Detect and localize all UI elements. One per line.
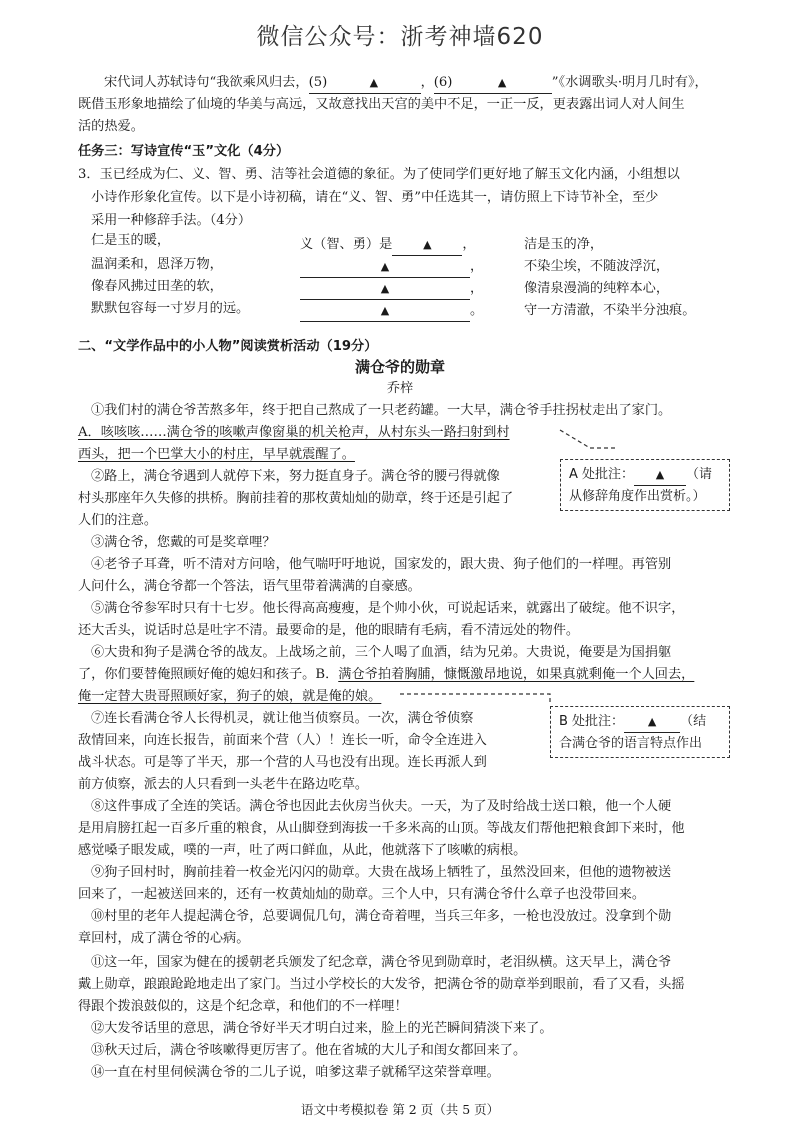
paragraph-14: ⑭一直在村里伺候满仓爷的二儿子说，咱爹这辈子就稀罕这荣誉章哩。 — [91, 1065, 500, 1080]
poem-right-line-4: 守一方清澈，不染半分浊痕。 — [524, 303, 696, 318]
poem-answer-blank-3[interactable] — [300, 278, 470, 300]
answer-triangle: ▲ — [380, 282, 390, 295]
blank-5-label: (5) — [308, 75, 328, 90]
paragraph-8-line-2: 是用肩膀扛起一百多斤重的粮食，从山脚登到海拔一千多米高的山顶。等战友们帮他把粮食卸下来时，他 — [78, 821, 685, 836]
note-a-line-1 — [569, 464, 721, 486]
answer-blank-5[interactable] — [309, 72, 421, 94]
intro-line-1: 宋代词人苏轼诗句“我欲乘风归去， (5) ▲ ， (6) ▲ ”《水调歌头·明月几时有》， — [104, 72, 708, 94]
poem-punct: ， — [470, 281, 484, 296]
poem-answer-blank-4[interactable] — [300, 300, 470, 322]
blank-6-label: (6) — [433, 75, 453, 90]
paragraph-7-line-3: 战斗状态。可是等了半天，那一个营的人马也没有出现。连长再派人到 — [78, 755, 487, 770]
paragraph-7-line-4: 前方侦察，派去的人只看到一头老牛在路边吃草。 — [78, 777, 369, 792]
intro-text-b: ”《水调歌头·明月几时有》， — [551, 75, 708, 90]
note-b-suffix: （结 — [680, 714, 707, 729]
answer-triangle: ▲ — [380, 260, 390, 273]
intro-text-a: 宋代词人苏轼诗句“我欲乘风归去， — [104, 75, 309, 90]
task3-question-line-2: 小诗作形象化宣传。以下是小诗初稿，请在“义、智、勇”中任选其一，请仿照上下诗节补全，至少 — [91, 190, 659, 205]
task3-heading: 任务三：写诗宣传“玉”文化（4分） — [78, 144, 290, 159]
paragraph-7-line-2: 敌情回来，向连长报告，前面来个营（人）！连长一听，命令全连进入 — [78, 733, 487, 748]
note-b-line-2: 合满仓爷的语言特点作出 — [559, 736, 703, 751]
poem-punct: 。 — [470, 303, 484, 318]
note-a-box[interactable] — [560, 459, 730, 511]
poem-right-line-3: 像清泉漫淌的纯粹本心， — [524, 281, 670, 296]
paragraph-8-line-3: 感觉嗓子眼发咸，噗的一声，吐了两口鲜血，从此，他就落下了咳嗽的病根。 — [78, 843, 527, 858]
poem-punct: ， — [470, 259, 484, 274]
poem-left-line-3: 像春风拂过田垄的软， — [91, 279, 223, 294]
task3-question-line-1: 3．玉已经成为仁、义、智、勇、洁等社会道德的象征。为了使同学们更好地了解玉文化内涵，小组想以 — [78, 167, 680, 182]
poem-right-line-1: 洁是玉的净， — [524, 237, 604, 252]
task3-question-line-3: 采用一种修辞手法。（4分） — [91, 213, 252, 228]
answer-triangle: ▲ — [369, 76, 379, 89]
paragraph-2-line-3: 人们的注意。 — [78, 513, 158, 528]
note-a-suffix: （请 — [686, 467, 713, 482]
paragraph-5-line-2: 还大舌头，说话时总是吐字不清。最要命的是，他的眼睛有毛病，看不清远处的物件。 — [78, 623, 580, 638]
note-b-connector — [400, 680, 560, 710]
paragraph-11-line-2: 戴上勋章，踉踉跄跄地走出了家门。当过小学校长的大发爷，把满仓爷的勋章举到眼前，看了又看，头摇 — [78, 977, 685, 992]
paragraph-4-line-2: 人问什么，满仓爷都一个答法，语气里带着满满的自豪感。 — [78, 579, 421, 594]
note-a-prefix: A 处批注： — [569, 467, 635, 482]
paragraph-5-line-1: ⑤满仓爷参军时只有十七岁。他长得高高瘦瘦，是个帅小伙，可说起话来，就露出了破绽。他不识字， — [91, 601, 685, 616]
paragraph-6-plain: 了，你们要替俺照顾好俺的媳妇和孩子。B． — [78, 667, 339, 682]
poem-left-line-4: 默默包容每一寸岁月的远。 — [91, 301, 250, 316]
answer-triangle: ▲ — [380, 304, 390, 317]
poem-answer-blank-1[interactable] — [392, 234, 462, 256]
answer-blank-6[interactable] — [434, 72, 552, 94]
answer-triangle: ▲ — [423, 238, 432, 251]
paragraph-1: ①我们村的满仓爷苦熬多年，终于把自己熬成了一只老药罐。一大早，满仓爷手拄拐杖走出了家门。 — [91, 403, 672, 418]
paragraph-11-line-1: ⑪这一年，国家为健在的援朝老兵颁发了纪念章，满仓爷见到勋章时，老泪纵横。这天早上，满仓爷 — [91, 955, 672, 970]
poem-mid-line-3 — [300, 278, 483, 300]
paragraph-2-line-1: ②路上，满仓爷遇到人就停下来，努力挺直身子。满仓爷的腰弓得就像 — [91, 469, 500, 484]
paragraph-10-line-2: 章回村，成了满仓爷的心病。 — [78, 931, 250, 946]
paragraph-9-line-1: ⑨狗子回村时，胸前挂着一枚金光闪闪的勋章。大贵在战场上牺牲了，虽然没回来，但他的遗物被送 — [91, 865, 672, 880]
paragraph-9-line-2: 回来了，一起被送回来的，还有一枚黄灿灿的勋章。三个人中，只有满仓爷什么章子也没带回来。 — [78, 887, 646, 902]
annotation-a-text-line-2: 西头，把一个巴掌大小的村庄，早早就震醒了。 — [78, 447, 355, 462]
poem-left-line-2: 温润柔和，恩泽万物， — [91, 257, 223, 272]
note-a-blank[interactable] — [634, 464, 686, 486]
poem-mid-lead: 义（智、勇）是 — [300, 237, 393, 252]
note-b-box[interactable] — [550, 706, 730, 758]
page-header: 微信公众号：浙考神墙620 — [256, 24, 544, 50]
poem-mid-line-1 — [300, 234, 476, 256]
note-a-line-2: 从修辞角度作出赏析。） — [569, 489, 706, 504]
paragraph-11-line-3: 得跟个拨浪鼓似的，这是个纪念章，和他们的不一样哩！ — [78, 999, 408, 1014]
annotation-a-text-line-1: A．咳咳咳……满仓爷的咳嗽声像窗巢的机关枪声，从村东头一路扫射到村 — [78, 425, 510, 440]
intro-line-2: 既借玉形象地描绘了仙境的华美与高远，又故意找出天宫的美中不足，一正一反，更表露出词人对人间生 — [78, 97, 685, 112]
poem-mid-line-2 — [300, 256, 483, 278]
intro-line-3: 活的热爱。 — [78, 119, 144, 134]
paragraph-12: ⑫大发爷话里的意思，满仓爷好半天才明白过来，脸上的光芒瞬间猜淡下来了。 — [91, 1021, 553, 1036]
section2-heading: 二、“文学作品中的小人物”阅读赏析活动（19分） — [78, 339, 378, 354]
article-title: 满仓爷的勋章 — [354, 358, 445, 376]
poem-right-line-2: 不染尘埃，不随波浮沉， — [524, 259, 670, 274]
poem-left-line-1: 仁是玉的暖， — [91, 233, 171, 248]
paragraph-10-line-1: ⑩村里的老年人提起满仓爷，总要调侃几句，满仓奇着哩，当兵三年多，一枪也没放过。没拿到个勋 — [91, 909, 672, 924]
poem-answer-blank-2[interactable] — [300, 256, 470, 278]
paragraph-6-line-1: ⑥大贵和狗子是满仓爷的战友。上战场之前，三个人喝了血酒，结为兄弟。大贵说，俺要是为国捐躯 — [91, 645, 672, 660]
paragraph-2-line-2: 村头那座年久失修的拱桥。胸前挂着的那枚黄灿灿的勋章，终于还是引起了 — [78, 491, 514, 506]
paragraph-7-line-1: ⑦连长看满仓爷人长得机灵，就让他当侦察员。一次，满仓爷侦察 — [91, 711, 474, 726]
note-b-prefix: B 处批注： — [559, 714, 625, 729]
poem-punct: ， — [462, 237, 476, 252]
article-author: 乔梓 — [386, 381, 414, 396]
answer-triangle: ▲ — [647, 715, 657, 728]
paragraph-6-line-2 — [78, 664, 694, 685]
paragraph-13: ⑬秋天过后，满仓爷咳嗽得更厉害了。他在省城的大儿子和闺女都回来了。 — [91, 1043, 527, 1058]
annotation-b-text-line-1: 满仓爷拍着胸脯，慷慨激昂地说，如果真就剩俺一个人回去， — [338, 667, 695, 682]
page-footer: 语文中考模拟卷 第 2 页（共 5 页） — [300, 1102, 500, 1117]
note-b-line-1 — [559, 711, 721, 733]
paragraph-8-line-1: ⑧这件事成了全连的笑话。满仓爷也因此去伙房当伙夫。一天，为了及时给战士送口粮，他一个人硬 — [91, 799, 672, 814]
note-b-blank[interactable] — [624, 711, 680, 733]
annotation-b-text-line-2: 俺一定替大贵哥照顾好家，狗子的娘，就是俺的娘。 — [78, 689, 382, 704]
poem-mid-line-4 — [300, 300, 483, 322]
answer-triangle: ▲ — [497, 76, 507, 89]
answer-triangle: ▲ — [655, 468, 665, 481]
paragraph-4-line-1: ④老爷子耳聋，听不清对方问啥，他气喘吁吁地说，国家发的，跟大贵、狗子他们的一样哩。再管别 — [91, 557, 672, 572]
paragraph-3: ③满仓爷，您戴的可是奖章哩？ — [91, 535, 276, 550]
